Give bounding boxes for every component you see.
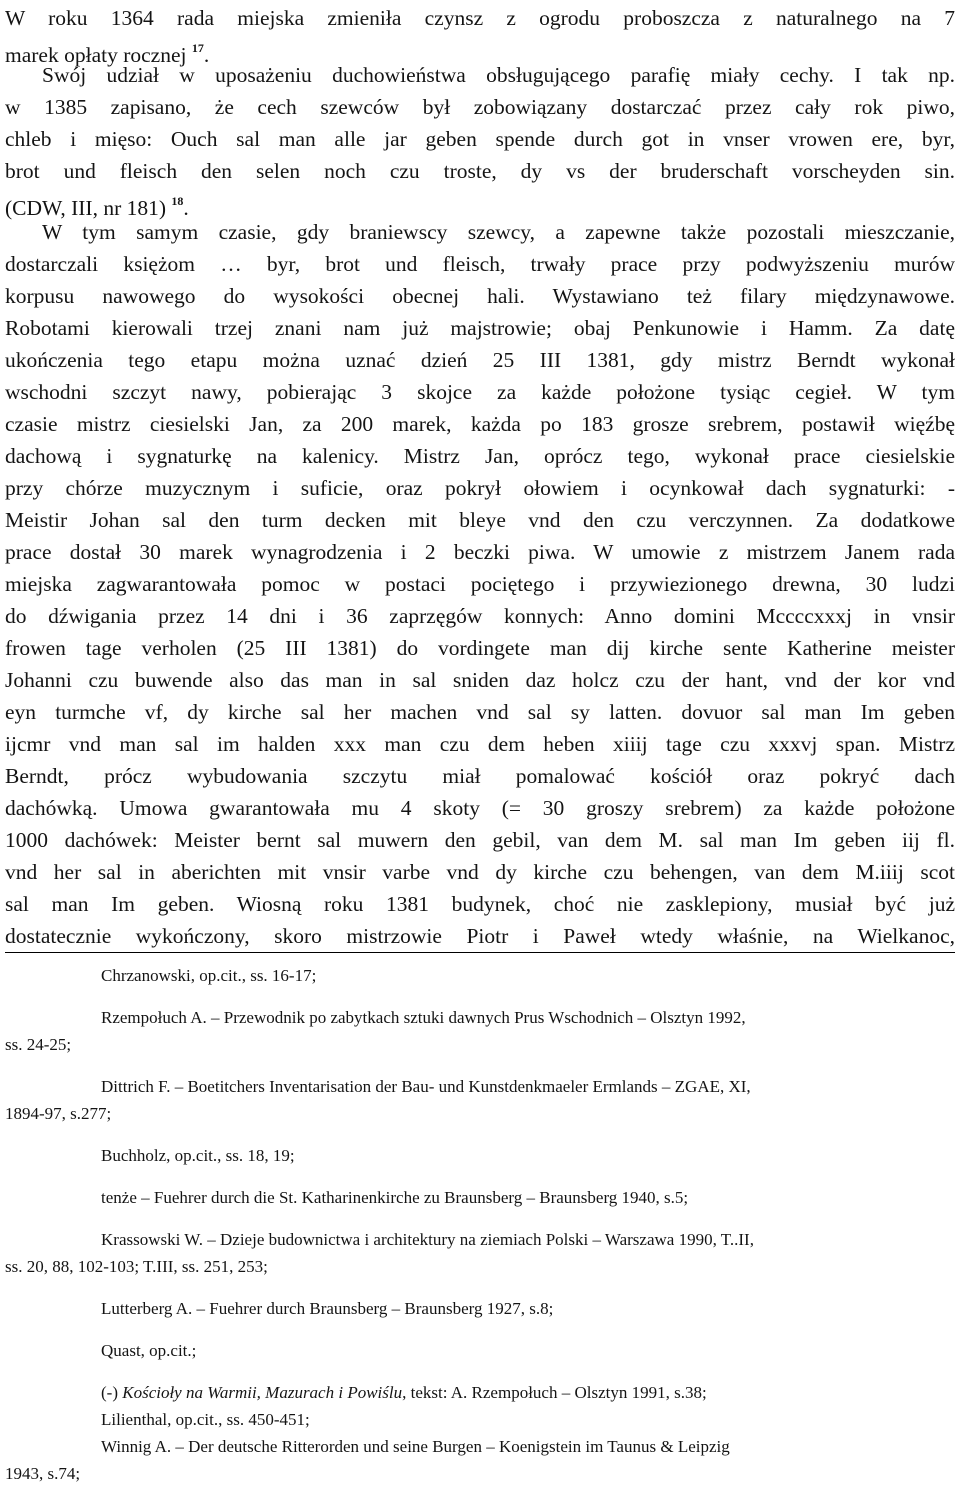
footnote-line: tenże – Fuehrer durch die St. Katharinenkirche zu Braunsberg – Braunsberg 1940, s.5; — [101, 1188, 689, 1207]
footnote-line: 1943, s.74; — [5, 1464, 81, 1483]
footnote-line: Krassowski W. – Dzieje budownictwa i architektury na ziemiach Polski – Warszawa 1990, T..II, — [101, 1230, 754, 1249]
body-line-text: (CDW, III, nr 181) — [5, 196, 167, 220]
footnote-line — [101, 1381, 955, 1405]
footnote-line: Quast, op.cit.; — [101, 1341, 197, 1360]
footnote-line: Lilienthal, op.cit., ss. 450-451; — [101, 1410, 310, 1429]
body-line: vnd her sal in aberichten mit vnsir varbe vnd dy kirche czu behengen, van dem M.iiij scot — [5, 860, 955, 884]
body-line: ijcmr vnd man sal im halden xxx man czu dem heben xiiij tage czu xxxvj span. Mistrz — [5, 732, 955, 756]
footnote-separator — [5, 952, 955, 953]
footnote-line: Rzempołuch A. – Przewodnik po zabytkach sztuki dawnych Prus Wschodnich – Olsztyn 1992, — [101, 1008, 746, 1027]
body-line: miejska zagwarantowała pomoc w postaci pociętego i przywiezionego drewna, 30 ludzi — [5, 572, 955, 596]
footnote-line: ss. 24-25; — [5, 1035, 72, 1054]
body-line: Robotami kierowali trzej znani nam już majstrowie; obaj Penkunowie i Hamm. Za datę — [5, 316, 955, 340]
body-line: dostarczali księżom … byr, brot und fleisch, trwały prace przy podwyższeniu murów — [5, 252, 955, 276]
body-line: dachową i sygnaturkę na kalenicy. Mistrz Jan, oprócz tego, wykonał prace ciesielskie — [5, 444, 955, 468]
body-line: 1000 dachówek: Meister bernt sal muwern den gebil, van dem M. sal man Im geben iij fl. — [5, 828, 955, 852]
body-line: W roku 1364 rada miejska zmieniła czynsz z ogrodu proboszcza z naturalnego na 7 — [5, 6, 955, 30]
footnote-line: Lutterberg A. – Fuehrer durch Braunsberg – Braunsberg 1927, s.8; — [101, 1299, 554, 1318]
footnote-details: , tekst: A. Rzempołuch – Olsztyn 1991, s.38; — [402, 1383, 707, 1402]
footnote-author: (-) — [101, 1383, 123, 1402]
body-line: przy chórze muzycznym i suficie, oraz pokrył ołowiem i ocynkował dach sygnaturki: - — [5, 476, 955, 500]
body-line: (CDW, III, nr 181) $^{18}$. — [5, 194, 189, 220]
body-line: brot und fleisch den selen noch czu troste, dy vs der bruderschaft vorscheyden sin. — [5, 159, 955, 183]
footnote-line: Buchholz, op.cit., ss. 18, 19; — [101, 1146, 295, 1165]
footnote-line: 1894-97, s.277; — [5, 1104, 112, 1123]
body-line: frowen tage verholen (25 III 1381) do vordingete man dij kirche sente Katherine meister — [5, 636, 955, 660]
body-line: Meistir Johan sal den turm decken mit bleye vnd den czu verczynnen. Za dodatkowe — [5, 508, 955, 532]
body-line: dachówką. Umowa gwarantowała mu 4 skoty (= 30 groszy srebrem) za każde położone — [5, 796, 955, 820]
footnote-line: Winnig A. – Der deutsche Ritterorden und seine Burgen – Koenigstein im Taunus & Leipzig — [101, 1437, 730, 1456]
body-line: w 1385 zapisano, że cech szewców był zobowiązany dostarczać przez cały rok piwo, — [5, 95, 955, 119]
body-line: sal man Im geben. Wiosną roku 1381 budynek, choć nie zasklepiony, musiał być już — [5, 892, 955, 916]
footnote-ref-17: 17 — [191, 41, 204, 55]
footnote-ref-18: 18 — [171, 194, 184, 208]
body-line: Johanni czu buwende also das man in sal sniden daz holcz czu der hant, vnd der kor vnd — [5, 668, 955, 692]
body-line: korpusu nawowego do wysokości obecnej hali. Wystawiano też filary międzynawowe. — [5, 284, 955, 308]
footnote-line: ss. 20, 88, 102-103; T.III, ss. 251, 253; — [5, 1257, 268, 1276]
body-line: chleb i mięso: Ouch sal man alle jar geben spende durch got in vnser vrowen ere, byr, — [5, 127, 955, 151]
body-line: wschodni szczyt nawy, pobierając 3 skojce za każde położone tysiąc cegieł. W tym — [5, 380, 955, 404]
body-line: Berndt, prócz wybudowania szczytu miał pomalować kościół oraz pokryć dach — [5, 764, 955, 788]
body-line: eyn turmche vf, dy kirche sal her machen vnd sal sy latten. dovuor sal man Im geben — [5, 700, 955, 724]
footnote-line: Chrzanowski, op.cit., ss. 16-17; — [101, 966, 317, 985]
body-line: W tym samym czasie, gdy braniewscy szewcy, a zapewne także pozostali mieszczanie, — [42, 220, 955, 244]
body-line: prace dostał 30 marek wynagrodzenia i 2 beczki piwa. W umowie z mistrzem Janem rada — [5, 540, 955, 564]
body-line: czasie mistrz ciesielski Jan, za 200 marek, każda po 183 grosze srebrem, postawił więźbę — [5, 412, 955, 436]
footnote-line: Dittrich F. – Boetitchers Inventarisation der Bau- und Kunstdenkmaeler Ermlands – ZGAE, XI, — [101, 1077, 751, 1096]
body-line: do dźwigania przez 14 dni i 36 zaprzęgów konnych: Anno domini Mccccxxxj in vnsir — [5, 604, 955, 628]
body-line: dostatecznie wykończony, skoro mistrzowie Piotr i Paweł wtedy właśnie, na Wielkanoc, — [5, 924, 955, 948]
body-line: marek opłaty rocznej $^{17}$. — [5, 41, 210, 67]
body-line-text: marek opłaty rocznej — [5, 43, 187, 67]
body-line: ukończenia tego etapu można uznać dzień 25 III 1381, gdy mistrz Berndt wykonał — [5, 348, 955, 372]
footnote-title: Kościoły na Warmii, Mazurach i Powiślu — [122, 1383, 403, 1402]
body-line: Swój udział w uposażeniu duchowieństwa obsługującego parafię miały cechy. I tak np. — [42, 63, 955, 87]
